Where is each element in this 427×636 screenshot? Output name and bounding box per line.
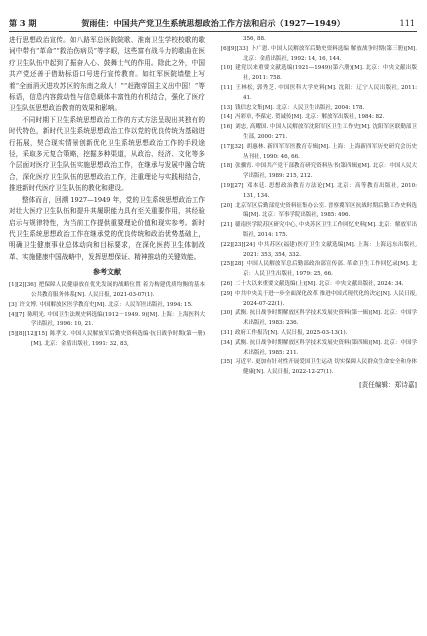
reference-label: [20] <box>221 202 233 209</box>
reference-label: [4][7] <box>9 311 25 318</box>
reference-text: 邓本廷. 思想政治教育方法论[M]. 北京：高等教育出版社, 2010: 131, 134. <box>243 182 417 199</box>
reference-item <box>221 45 417 65</box>
reference-label: [17][32] <box>221 143 244 150</box>
body-paragraph: 整体而言，回溯 1927—1949 年，党的卫生系统思想政治工作对壮大医疗卫生队伍和提升其履职能力具有至关重要作用，其经验启示与规律特性，为当前工作提供重要理论价值和现实参考。新时代卫生系统思想政治工作在继承党的优良传统和政治优势基础上，明确卫生健康事业总体动向和目标要求，在深化医药卫生体制改革、实施健康中国战略中，发挥思想保证、精神推动的关键效能。 <box>9 195 205 261</box>
reference-label: [3] <box>9 301 17 308</box>
reference-label: [25][28] <box>221 261 244 268</box>
reference-item <box>9 311 205 331</box>
reference-item <box>221 339 417 359</box>
reference-text: 钱信忠文集[M]. 北京：人民卫生出版社, 2004: 178. <box>235 104 365 111</box>
reference-text: 张骥宵. 中国共产党干部教育研究资料丛书(第四辑)[M]. 北京：中国人民大学出版社, 1989: 215, 212. <box>235 163 417 180</box>
reference-label: [19][27] <box>221 182 244 189</box>
reference-item <box>221 84 417 104</box>
reference-item <box>221 221 417 241</box>
reference-label: [11] <box>221 84 233 91</box>
reference-text: 胡惠林. 新四军军医教育专辑[M]. 上海：上海新四军历史研究会历史丛刊社, 1990: 46, 66. <box>243 143 417 160</box>
reference-label: [21] <box>221 222 233 229</box>
reference-label: [5][8][12][15] <box>9 331 48 338</box>
reference-text: 政府工作报告[N]. 人民日报, 2025-03-13(1). <box>235 329 348 336</box>
references-heading: 参考文献 <box>93 268 121 277</box>
reference-item <box>221 329 417 339</box>
reference-text: 陈明光. 中国卫生法规史料选编(1912－1949. 9)[M]. 上海：上海医科大学出版社, 1996: 10, 21. <box>27 311 205 328</box>
page-number: 111 <box>399 18 415 28</box>
reference-text: 王林松, 郭秀芝. 中国医科大学史料[M]. 沈阳：辽宁人民出版社, 2011: 41. <box>235 84 417 101</box>
reference-item <box>9 301 205 311</box>
reference-label: [29] <box>221 290 233 297</box>
reference-item <box>9 281 205 301</box>
body-paragraph: 进行思想政治宣传。如八路军总医院院歌、淮南卫生学校校歌的歌词中带有“革命”“救治伤病员”等字眼，这些富有战斗力的歌曲在医疗卫生队伍中起到了振奋人心、鼓舞士气的作用。除此之外，中国共产党还善于借助标语口号进行宣传教育。如红军医院墙壁上写着“全面消灭进攻苏区的东南之敌人！”“赶跑帝国主义出中国！”等标语，信息内容鼓动性与信息载体丰富性的有机结合，强化了医疗卫生队伍思想政治教育的效果和影响。 <box>9 36 205 113</box>
reference-label: [6][9][33] <box>221 45 248 52</box>
reference-text: 习近平. 更加有针对性开展爱国卫生运动 切实保障人民群众生命安全和身体健康[N]. 人民日报, 2022-12-27(1). <box>235 359 417 376</box>
reference-item <box>221 143 417 163</box>
reference-item <box>221 64 417 84</box>
body-paragraph: 不同时期下卫生系统思想政治工作的方式方法呈现出其独有的时代特色，新时代卫生系统思想政治工作以党的优良传统为基础进行拓展，契合现实情景创新优化卫生系统思想政治工作的手段途径，采取多元复合策略，挖掘多种渠道，从政治、经济、文化等多个层面对医疗卫生队伍实施思想政治工作，在继承与发展中融合统合，深化医疗卫生队伍的思想政治工作，注重理论与实践相结合，推进新时代医疗卫生队伍的教化和建设。 <box>9 115 205 193</box>
reference-item <box>9 330 205 350</box>
reference-text: 建党以来重要文献选编(1921—1949)(第六册)[M]. 北京：中央文献出版社, 2011: 758. <box>235 65 417 82</box>
reference-list <box>221 45 417 378</box>
right-column <box>221 35 417 625</box>
reference-item <box>221 104 417 114</box>
reference-text: 把保障人民健康放在优先发展的战略位置 着力构建优质均衡的基本公共教育服务体系[N]. 人民日报, 2021-03-07(1). <box>31 282 205 298</box>
reference-text: 中共苏区(福建)医疗卫生文献选编[M]. 上海：上海远东出版社, 2021: 353, 354, 332. <box>243 241 417 258</box>
reference-continuation: 356, 88. <box>243 36 266 42</box>
reference-label: [35] <box>221 359 233 366</box>
reference-text: 中国人民解放军总后勤部政治部宣传部. 革命卫生工作回忆录[M]. 北京：人民卫生出版社, 1979: 25, 66. <box>243 261 417 278</box>
reference-label: [10] <box>221 65 233 72</box>
reference-label: [22][23][24] <box>221 241 255 248</box>
reference-text: 赣南医学院苏区研究中心, 中央苏区卫生工作回忆史料[M]. 北京：解放军出版社, 2014: 175. <box>235 222 417 238</box>
page-header <box>9 16 417 30</box>
reference-item <box>221 113 417 123</box>
reference-item <box>221 123 417 143</box>
reference-item <box>221 309 417 329</box>
reference-text: 北京军区后勤部党史资料征集办公室. 晋察冀军区抗战时期后勤工作史料选编[M]. 北京：军事学院出版社, 1985: 496. <box>235 202 417 219</box>
reference-text: 冯彩章, 李葆定. 贺诚传[M]. 北京：解放军出版社, 1984: 82. <box>235 114 385 121</box>
reference-item <box>221 290 417 310</box>
reference-item <box>221 182 417 202</box>
left-column <box>9 35 205 625</box>
reference-label: [1][2][36] <box>9 282 36 289</box>
reference-text: 陈孝文. 中国人民解放军后勤史资料选编·抗日战争时期(第一册)[M]. 北京：金盾出版社, 1991: 32, 83, <box>31 331 205 347</box>
reference-label: [16] <box>221 124 233 131</box>
reference-item <box>221 358 417 378</box>
reference-label: [30] <box>221 310 233 317</box>
reference-text: 许文博. 中国解放区医学教育史[M]. 北京：人民军医出版社, 1994: 15. <box>19 301 193 308</box>
reference-item <box>221 202 417 222</box>
reference-item <box>221 260 417 280</box>
reference-label: [26] <box>221 280 233 287</box>
reference-label: [18] <box>221 163 233 170</box>
reference-label: [31] <box>221 329 233 336</box>
reference-label: [34] <box>221 339 233 346</box>
running-title: 贺雨佳：中国共产党卫生系统思想政治工作方法和启示（1927—1949） <box>81 18 345 28</box>
issue-number: 第 3 期 <box>9 18 37 28</box>
reference-item <box>221 162 417 182</box>
reference-text: 卜广恩. 中国人民解放军后勤史资料选编 解放战争时期(第三册)[M]. 北京：金盾出版社, 1992: 14, 16, 144. <box>243 45 417 62</box>
reference-text: 武衡. 抗日战争时期解放区科学技术发展史资料(第一辑)[M]. 北京：中国学术出版社, 1983: 236. <box>235 310 417 327</box>
reference-item <box>221 280 417 290</box>
reference-label: [14] <box>221 114 233 121</box>
reference-text: 刘忠, 高耀国. 中国人民解放军沈阳军区卫生工作史[M]. 沈阳军区联勤部卫生部, 2000: 271. <box>235 124 417 140</box>
reference-label: [13] <box>221 104 233 111</box>
reference-list <box>9 281 205 350</box>
header-rule <box>9 31 417 32</box>
reference-text: 二十大以来重要文献选编(上)[M]. 北京：中央文献出版社, 2024: 34. <box>235 280 404 287</box>
reference-item <box>221 241 417 261</box>
reference-text: 中共中央关于进一步全面深化改革 推进中国式现代化的决定[N]. 人民日报, 2024-07-22(1). <box>235 290 417 307</box>
reference-text: 武衡. 抗日战争时期解放区科学技术发展史资料(第四辑)[M]. 北京：中国学术出版社, 1985: 211. <box>235 339 417 356</box>
responsible-editor: [责任编辑：郑诗嘉] <box>359 380 417 389</box>
